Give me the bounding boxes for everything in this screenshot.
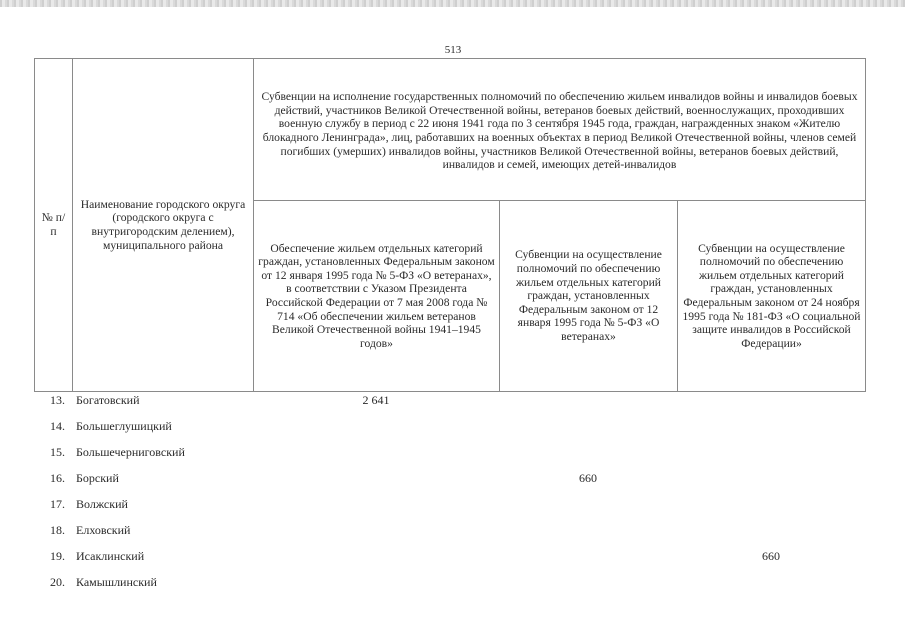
table-row xyxy=(34,441,864,467)
header-sub-a: Обеспечение жильем отдельных категорий граждан, установленных Федеральным законом от 12 января 1995 года № 5-ФЗ «О ветеранах», в соответствии с Указом Президента Российской Федерации от 7 мая 2008 года № 714 «Об обеспечении жильем ветеранов Великой Отечественной войны 1941–1945 годов» xyxy=(254,201,500,392)
row-num: 18. xyxy=(50,523,65,537)
table-row xyxy=(34,389,864,415)
row-value-b: 660 xyxy=(579,471,597,485)
header-group: Субвенции на исполнение государственных полномочий по обеспечению жильем инвалидов войны и инвалидов боевых действий, участников Великой Отечественной войны, ветеранов боевых действий, военнослужащих, проходивших военную службу в период с 22 июня 1941 года по 3 сентября 1945 года, граждан, награжденных знаком «Жителю блокадного Ленинграда», лиц, работавших на военных объектах в период Великой Отечественной войны, членов семей погибших (умерших) инвалидов войны, участников Великой Отечественной войны, ветеранов боевых действий, инвалидов и семей, имеющих детей-инвалидов xyxy=(254,59,866,201)
header-name: Наименование городского округа (городского округа с внутригородским делением), муниципального района xyxy=(73,59,254,392)
scan-edge xyxy=(0,0,905,7)
row-num: 15. xyxy=(50,445,65,459)
header-num: № п/п xyxy=(35,59,73,392)
header-sub-c: Субвенции на осуществление полномочий по обеспечению жильем отдельных категорий граждан, установленных Федеральным законом от 24 ноября 1995 года № 181-ФЗ «О социальной защите инвалидов в Российской Федерации» xyxy=(678,201,866,392)
table-row xyxy=(34,493,864,519)
header-sub-b: Субвенции на осуществление полномочий по обеспечению жильем отдельных категорий граждан, установленных Федеральным законом от 12 января 1995 года № 5-ФЗ «О ветеранах» xyxy=(500,201,678,392)
row-num: 19. xyxy=(50,549,65,563)
row-value-c: 660 xyxy=(762,549,780,563)
row-name: Волжский xyxy=(76,497,128,511)
row-name: Большеглушицкий xyxy=(76,419,172,433)
row-num: 14. xyxy=(50,419,65,433)
page-number: 513 xyxy=(444,44,462,56)
row-num: 13. xyxy=(50,393,65,407)
table-row xyxy=(34,571,864,597)
row-name: Борский xyxy=(76,471,119,485)
table-body xyxy=(34,389,864,597)
row-num: 17. xyxy=(50,497,65,511)
row-value-a: 2 641 xyxy=(362,393,390,407)
row-num: 20. xyxy=(50,575,65,589)
row-name: Богатовский xyxy=(76,393,140,407)
table-row xyxy=(34,467,864,493)
row-name: Камышлинский xyxy=(76,575,157,589)
table-row xyxy=(34,519,864,545)
row-name: Большечерниговский xyxy=(76,445,185,459)
row-num: 16. xyxy=(50,471,65,485)
row-name: Елховский xyxy=(76,523,131,537)
table-row xyxy=(34,545,864,571)
table-header xyxy=(34,58,866,392)
row-name: Исаклинский xyxy=(76,549,145,563)
table-row xyxy=(34,415,864,441)
